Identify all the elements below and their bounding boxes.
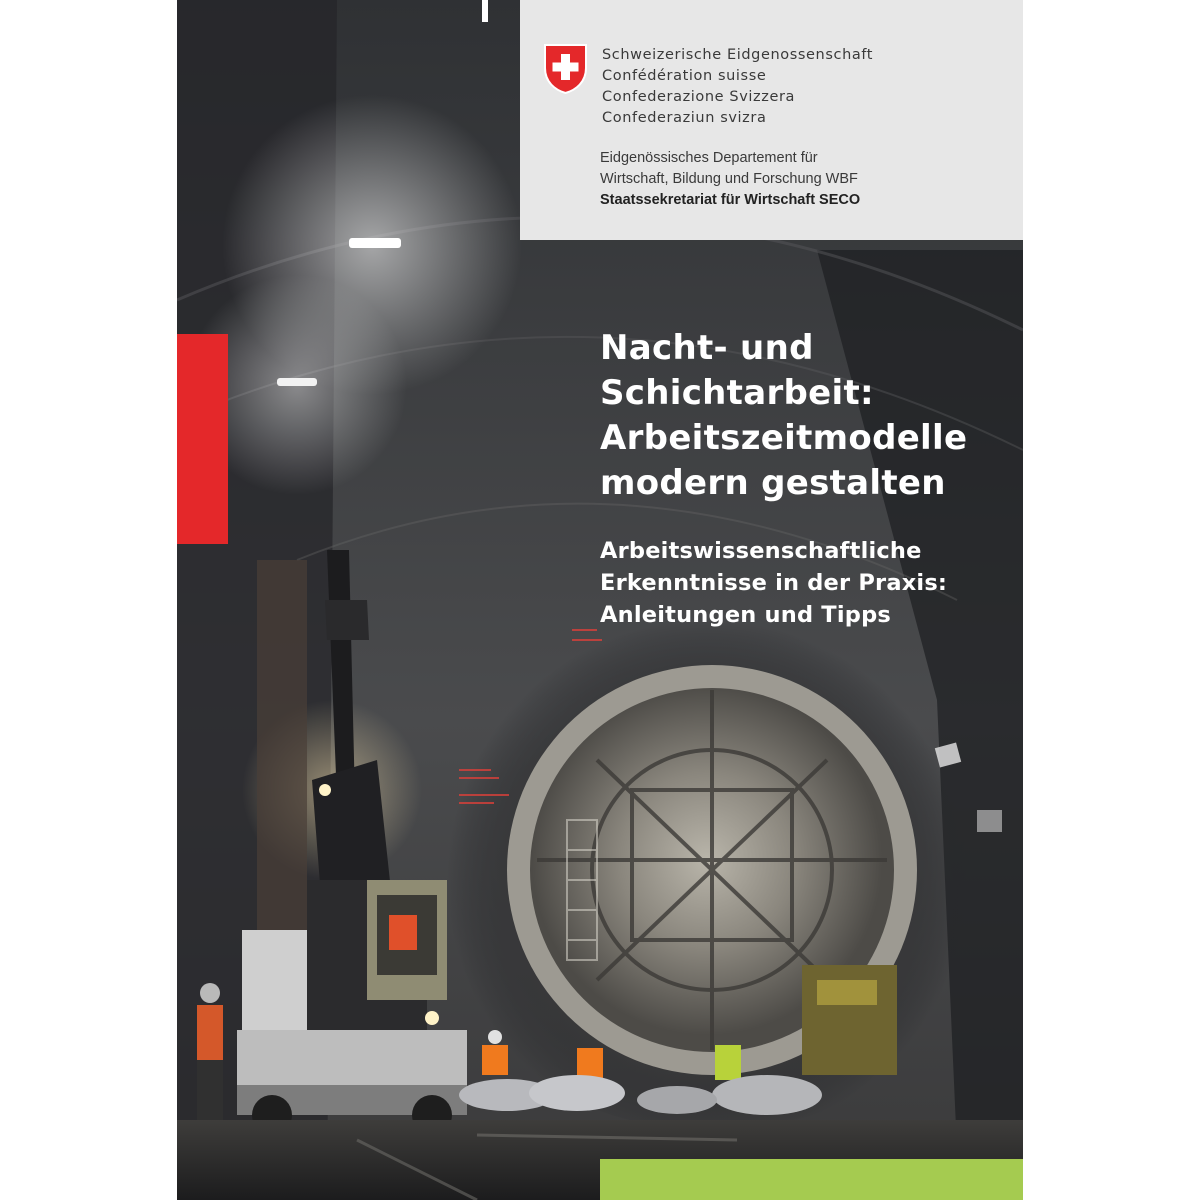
department-line-1: Eidgenössisches Departement für xyxy=(600,150,818,166)
cover-title xyxy=(600,326,1020,506)
subtitle-line-2: Erkenntnisse in der Praxis: xyxy=(600,570,948,596)
title-line-1: Nacht- und xyxy=(600,328,814,368)
swiss-coat-of-arms-icon xyxy=(544,44,587,94)
title-line-3: Arbeitszeitmodelle xyxy=(600,418,968,458)
confederation-line-fr: Confédération suisse xyxy=(602,68,767,84)
title-line-2: Schichtarbeit: xyxy=(600,373,874,413)
confederation-line-de: Schweizerische Eidgenossenschaft xyxy=(602,47,874,63)
secretariat-name: Staatssekretariat für Wirtschaft SECO xyxy=(600,192,861,208)
department-block xyxy=(600,148,860,211)
accent-green-bar xyxy=(600,1159,1023,1200)
department-line-2: Wirtschaft, Bildung und Forschung WBF xyxy=(600,171,858,187)
confederation-line-it: Confederazione Svizzera xyxy=(602,89,796,105)
accent-red-bar xyxy=(177,334,228,544)
cover-subtitle xyxy=(600,535,1020,631)
subtitle-line-1: Arbeitswissenschaftliche xyxy=(600,538,922,564)
subtitle-line-3: Anleitungen und Tipps xyxy=(600,602,891,628)
title-line-4: modern gestalten xyxy=(600,463,946,503)
confederation-names xyxy=(602,45,873,129)
confederation-line-rm: Confederaziun svizra xyxy=(602,110,767,126)
header-panel xyxy=(520,0,1023,240)
